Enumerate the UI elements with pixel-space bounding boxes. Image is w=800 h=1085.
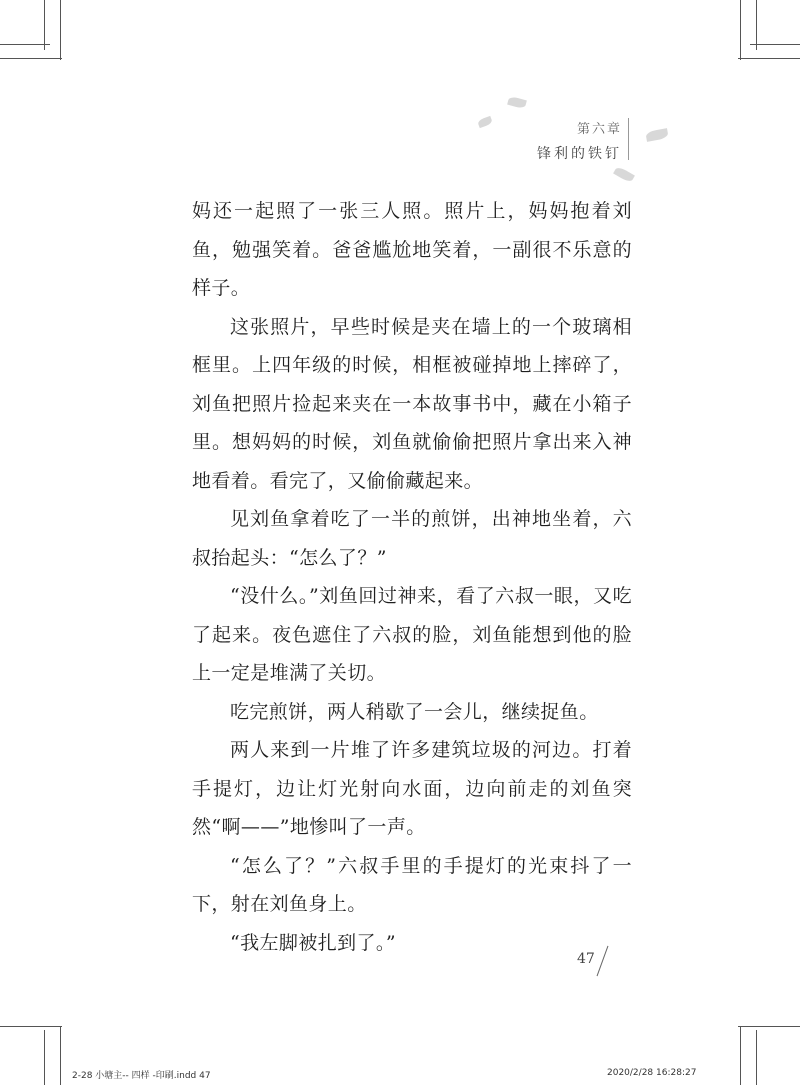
crop-mark — [60, 1026, 61, 1085]
chapter-header — [537, 118, 622, 163]
decorative-petal — [507, 96, 527, 109]
crop-mark — [44, 1030, 45, 1085]
paragraph: 见刘鱼拿着吃了一半的煎饼，出神地坐着，六叔抬起头：“怎么了？” — [192, 508, 632, 569]
paragraph: 这张照片，早些时候是夹在墙上的一个玻璃相框里。上四年级的时候，相框被碰掉地上摔碎了，刘鱼把照片捡起来夹在一本故事书中，藏在小箱子里。想妈妈的时候，刘鱼就偷偷把照片拿出来入神地看着。看完了，又偷偷藏起来。 — [192, 315, 632, 492]
paragraph: “没什么。”刘鱼回过神来，看了六叔一眼，又吃了起来。夜色遮住了六叔的脸，刘鱼能想到他的脸上一定是堆满了关切。 — [192, 585, 632, 684]
decorative-petal — [613, 166, 635, 184]
paragraph: 吃完煎饼，两人稍歇了一会儿，继续捉鱼。 — [230, 700, 599, 723]
body-text — [192, 192, 632, 962]
crop-mark — [756, 0, 757, 50]
chapter-number: 第六章 — [576, 122, 622, 137]
crop-mark — [740, 1026, 741, 1085]
page-number: 47 — [577, 951, 595, 967]
footer-file-info: 2-28 小塘主-- 四样 -印刷.indd 47 — [72, 1071, 211, 1081]
crop-mark — [740, 0, 741, 60]
footer-timestamp: 2020/2/28 16:28:27 — [607, 1068, 697, 1078]
chapter-title: 锋利的铁钉 — [537, 146, 622, 162]
crop-mark — [0, 58, 62, 59]
decorative-petal — [477, 116, 493, 128]
paragraph: “怎么了？”六叔手里的手提灯的光束抖了一下，射在刘鱼身上。 — [192, 854, 632, 915]
crop-mark — [60, 0, 61, 60]
crop-mark — [738, 58, 800, 59]
crop-mark — [756, 1030, 757, 1085]
crop-mark — [0, 1026, 62, 1027]
crop-mark — [750, 44, 800, 45]
decorative-petal — [645, 128, 668, 142]
crop-mark — [738, 1026, 800, 1027]
paragraph: “我左脚被扎到了。” — [230, 931, 396, 954]
crop-mark — [44, 0, 45, 50]
header-divider — [628, 118, 629, 160]
paragraph: 妈还一起照了一张三人照。照片上，妈妈抱着刘鱼，勉强笑着。爸爸尴尬地笑着，一副很不乐意的样子。 — [192, 200, 632, 299]
crop-mark — [0, 44, 50, 45]
paragraph: 两人来到一片堆了许多建筑垃圾的河边。打着手提灯，边让灯光射向水面，边向前走的刘鱼突然“啊——”地惨叫了一声。 — [192, 739, 632, 838]
